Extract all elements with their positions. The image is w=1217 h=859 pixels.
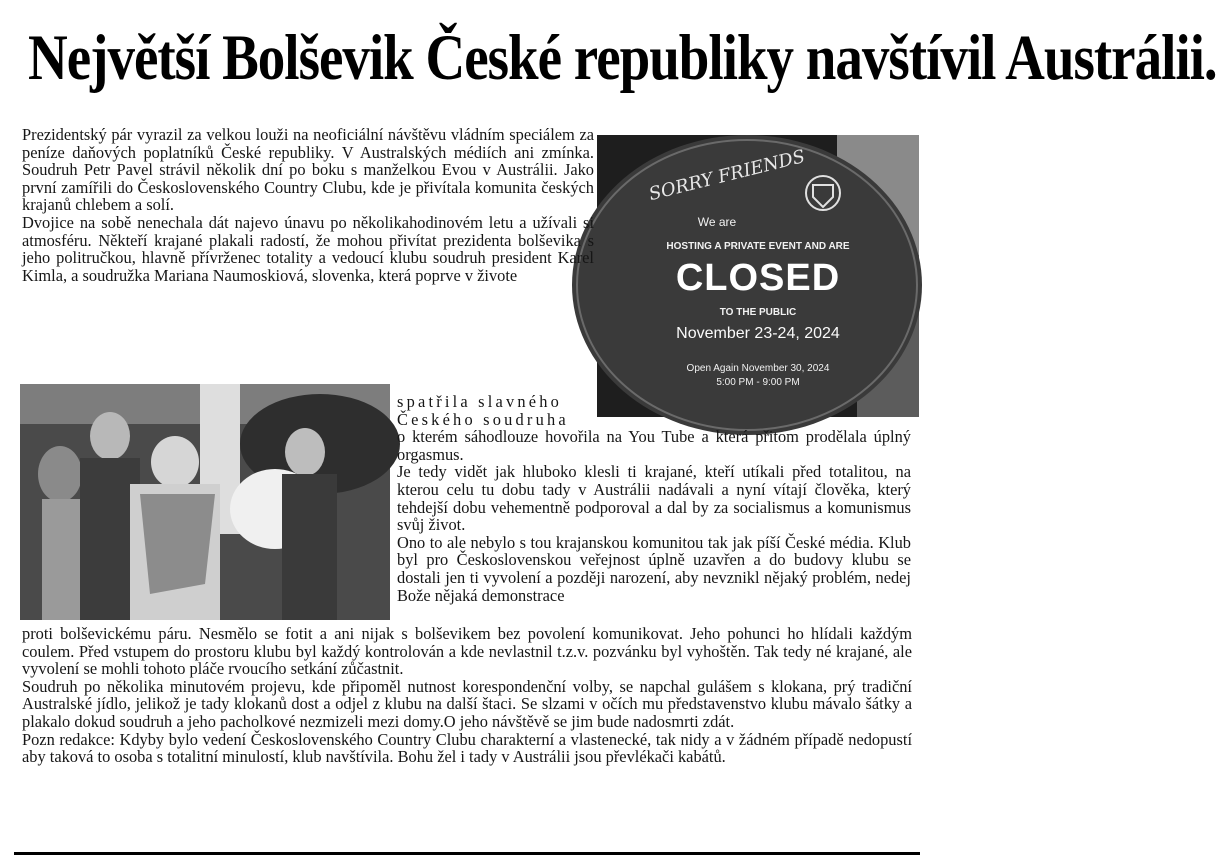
paragraph-club: Ono to ale nebylo s tou krajanskou komunitou tak jak píší České média. Klub byl pro Československou veřejnost úplně uzavřen a do budovy klubu se dostali jen ti vyvolení a později narození, aby nevznikl nějaký problém, nedej Bože nějaká demonstrace	[397, 532, 911, 605]
sign-sorry-text: SORRY FRIENDS	[646, 145, 808, 206]
editor-note: Pozn redakce: Kdyby bylo vedení Československého Country Clubu charakterní a vlastenecké, tak nidy a v žádném případě nedopustí aby taková to osoba s totalitní minulostí, klub navštívila. Bohu žel i tady v Austrálii jsou převlékači kabátů.	[22, 729, 912, 767]
event-photo-graphic	[20, 384, 390, 620]
paragraph-krajane: Je tedy vidět jak hluboko klesli ti krajané, kteří utíkali před totalitou, na kterou celu tu dobu tady v Austrálii nadávali a nyní vítají člověka, který tehdejší dobu vehementně podporoval a dal by za socialismus a komunismus svůj život.	[397, 462, 911, 535]
paragraph-intro: Prezidentský pár vyrazil za velkou louži na neoficiální návštěvu vládním speciálem za peníze daňových poplatníků České republiky. V Australských médiích ani zmínka. Soudruh Petr Pavel strávil několik dní po boku s manželkou Evou v Austrálii. Jako první zamířili do Československého Country Clubu, kde je přivítala komunita českých krajanů chlebem a solí.	[22, 125, 594, 215]
closed-sign-photo	[597, 135, 919, 417]
article-column-middle	[397, 393, 911, 604]
sign-dates-text: November 23-24, 2024	[676, 325, 840, 342]
headline: Největší Bolševik České republiky navštívil Austrálii.	[28, 21, 1217, 94]
sign-hours-text: 5:00 PM - 9:00 PM	[716, 377, 800, 388]
paragraph-arrival: Dvojice na sobě nenechala dát najevo únavu po několikahodinovém letu a užívali si atmosféru. Někteří krajané plakali radostí, že mohou přivítat prezidenta bolševika s jeho politručkou, hlavně přívrženec totality a vedoucí klubu soudruh president Karel Kimla, a soudružka Mariana Naumoskiová, slovenka, která poprve v živote	[22, 212, 594, 285]
sign-public-text: TO THE PUBLIC	[719, 307, 797, 318]
paragraph-arrival-cont-2: Českého soudruha	[397, 409, 569, 429]
sign-hosting-text: HOSTING A PRIVATE EVENT AND ARE	[666, 241, 850, 252]
paragraph-arrival-cont-3: o kterém sáhodlouze hovořila na You Tube a která přitom prodělala úplný orgasmus.	[397, 427, 911, 464]
bottom-rule	[14, 852, 920, 855]
article-column-bottom	[22, 625, 912, 766]
paragraph-club-cont: proti bolševickému páru. Nesmělo se fotit a ani nijak s bolševikem bez povolení komunikovat. Jeho pohunci ho hlídali každým coulem. Před vstupem do prostoru klubu byl každý kontrolován a kde nevlastnil t.z.v. pozvánku byl vyhoštěn. Tak tedy né krajané, ale vyvolení se mohli tohoto pláče rvoucího setkání zůčastnit.	[22, 624, 912, 679]
sign-open-again-text: Open Again November 30, 2024	[686, 363, 830, 374]
welcome-event-photo	[20, 384, 390, 620]
sign-closed-text: CLOSED	[675, 257, 841, 299]
article-column-top	[22, 126, 594, 284]
paragraph-arrival-cont-1: spatřila slavného	[397, 392, 563, 411]
sign-we-are-text: We are	[697, 215, 737, 229]
paragraph-speech: Soudruh po několika minutovém projevu, kde připoměl nutnost korespondenční volby, se napchal gulášem s klokana, prý tradiční Australské jídlo, jelikož je tady klokanů dost a odjel z klubu na další štaci. Se slzami v očích mu představenstvo klubu mávalo šátky a plakalo dokud soudruh a jeho pacholkové nezmizeli mezi domy.O jeho návštěvě se jim bude nadosmrti zdát.	[22, 676, 912, 731]
